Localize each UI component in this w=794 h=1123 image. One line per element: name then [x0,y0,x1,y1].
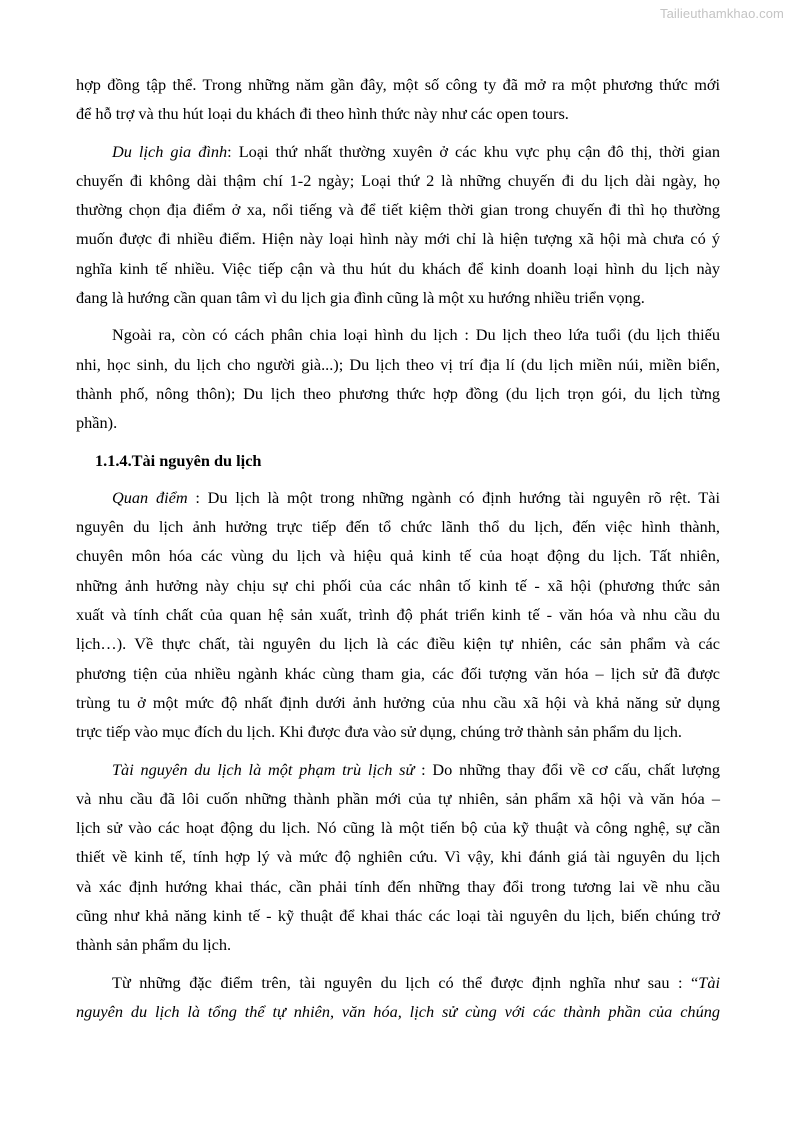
watermark: Tailieuthamkhao.com [659,6,784,21]
paragraph-definition [76,968,720,1027]
paragraph-other-classification [76,320,720,437]
text-line: chuyến đi không dài thậm chí 1-2 ngày; Loại thứ 2 là những chuyến đi du lịch dài ngày, họ [76,170,720,190]
italic-term: Tài nguyên du lịch là một phạm trù lịch sử [112,759,415,779]
paragraph-historical-category [76,755,720,960]
paragraph-open-tours [76,70,720,129]
document-page [76,70,720,1026]
text-line: Tài nguyên du lịch là một phạm trù lịch sử : Do những thay đổi về cơ cấu, chất lượng [112,759,720,779]
text-line: chuyên môn hóa các vùng du lịch và hiệu quả kinh tế của hoạt động du lịch. Tất nhiên, [76,546,720,566]
text-line: nguyên du lịch là tổng thể tự nhiên, văn hóa, lịch sử cùng với các thành phần của chúng [76,1001,720,1021]
text-line: trực tiếp vào mục đích du lịch. Khi được đưa vào sử dụng, chúng trở thành sản phẩm du lịch. [76,722,682,742]
text-line: và xác định hướng khai thác, cần phải tính đến những thay đổi trong tương lai về nhu cầu [76,876,720,896]
text-line: lịch sử vào các hoạt động du lịch. Nó cũng là một tiến bộ của kỹ thuật và công nghệ, sự cần [76,818,720,838]
text-line: xuất và tính chất của quan hệ sản xuất, trình độ phát triển kinh tế - văn hóa và nhu cầu du [76,605,720,625]
text-line: lịch…). Về thực chất, tài nguyên du lịch là các điều kiện tự nhiên, các sản phẩm và các [76,634,720,654]
text-line: trùng tu ở một mức độ nhất định dưới ảnh hưởng của nhu cầu xã hội và khả năng sử dụng [76,692,720,712]
text-line: thiết về kinh tế, tính hợp lý và mức độ nghiên cứu. Vì vậy, khi đánh giá tài nguyên du lịch [76,847,720,867]
paragraph-family-tourism [76,137,720,313]
text-line: Quan điểm : Du lịch là một trong những ngành có định hướng tài nguyên rõ rệt. Tài [112,487,720,507]
text-line: những ảnh hưởng này chịu sự chi phối của các nhân tố kinh tế - xã hội (phương thức sản [76,575,720,595]
text-line: phần). [76,413,118,433]
text-line: nguyên du lịch ảnh hưởng trực tiếp đến tổ chức lãnh thổ du lịch, đến việc hình thành, [76,517,720,537]
text-line: đang là hướng cần quan tâm vì du lịch gia đình cũng là một xu hướng nhiều triển vọng. [76,288,645,308]
text-line: thành sản phẩm du lịch. [76,935,232,955]
text-line: Du lịch gia đình: Loại thứ nhất thường xuyên ở các khu vực phụ cận đô thị, thời gian [112,141,720,161]
text-line: và nhu cầu đã lôi cuốn những thành phần mới của tự nhiên, sản phẩm xã hội và văn hóa – [76,788,720,808]
text-line: thành phố, nông thôn); Du lịch theo phương thức hợp đồng (du lịch trọn gói, du lịch từng [76,383,720,403]
text-line: Ngoài ra, còn có cách phân chia loại hình du lịch : Du lịch theo lứa tuổi (du lịch thiếu [112,325,720,345]
italic-term: Du lịch gia đình [112,141,228,161]
paragraph-viewpoint [76,483,720,747]
text-line: hợp đồng tập thể. Trong những năm gần đây, một số công ty đã mở ra một phương thức mới [76,75,720,94]
text-line: thường chọn địa điểm ở xa, nổi tiếng và để tiết kiệm thời gian trong chuyến đi thì họ thường [76,200,720,220]
text-line: muốn được đi nhiều điểm. Hiện này loại hình này mới chỉ là hiện tượng xã hội mà chưa có ý [76,229,720,249]
italic-term: Tài [698,972,720,992]
text-line: để hỗ trợ và thu hút loại du khách đi theo hình thức này như các open tours. [76,104,569,124]
text-line: nhi, học sinh, du lịch cho người già...); Du lịch theo vị trí địa lí (du lịch miền núi, miền biển, [76,354,720,374]
text-line: Từ những đặc điểm trên, tài nguyên du lịch có thể được định nghĩa như sau : “Tài [112,972,720,992]
section-heading: 1.1.4.Tài nguyên du lịch [95,450,262,470]
text-line: nghĩa kinh tế nhiều. Việc tiếp cận và thu hút du khách để kinh doanh loại hình du lịch này [76,258,720,278]
text-line: phương tiện của nhiều ngành khác cùng tham gia, các đối tượng văn hóa – lịch sử đã được [76,663,720,683]
italic-term: Quan điểm [112,487,188,507]
text-line: cũng như khả năng kinh tế - kỹ thuật để khai thác các loại tài nguyên du lịch, biến chúng trở [76,906,720,926]
